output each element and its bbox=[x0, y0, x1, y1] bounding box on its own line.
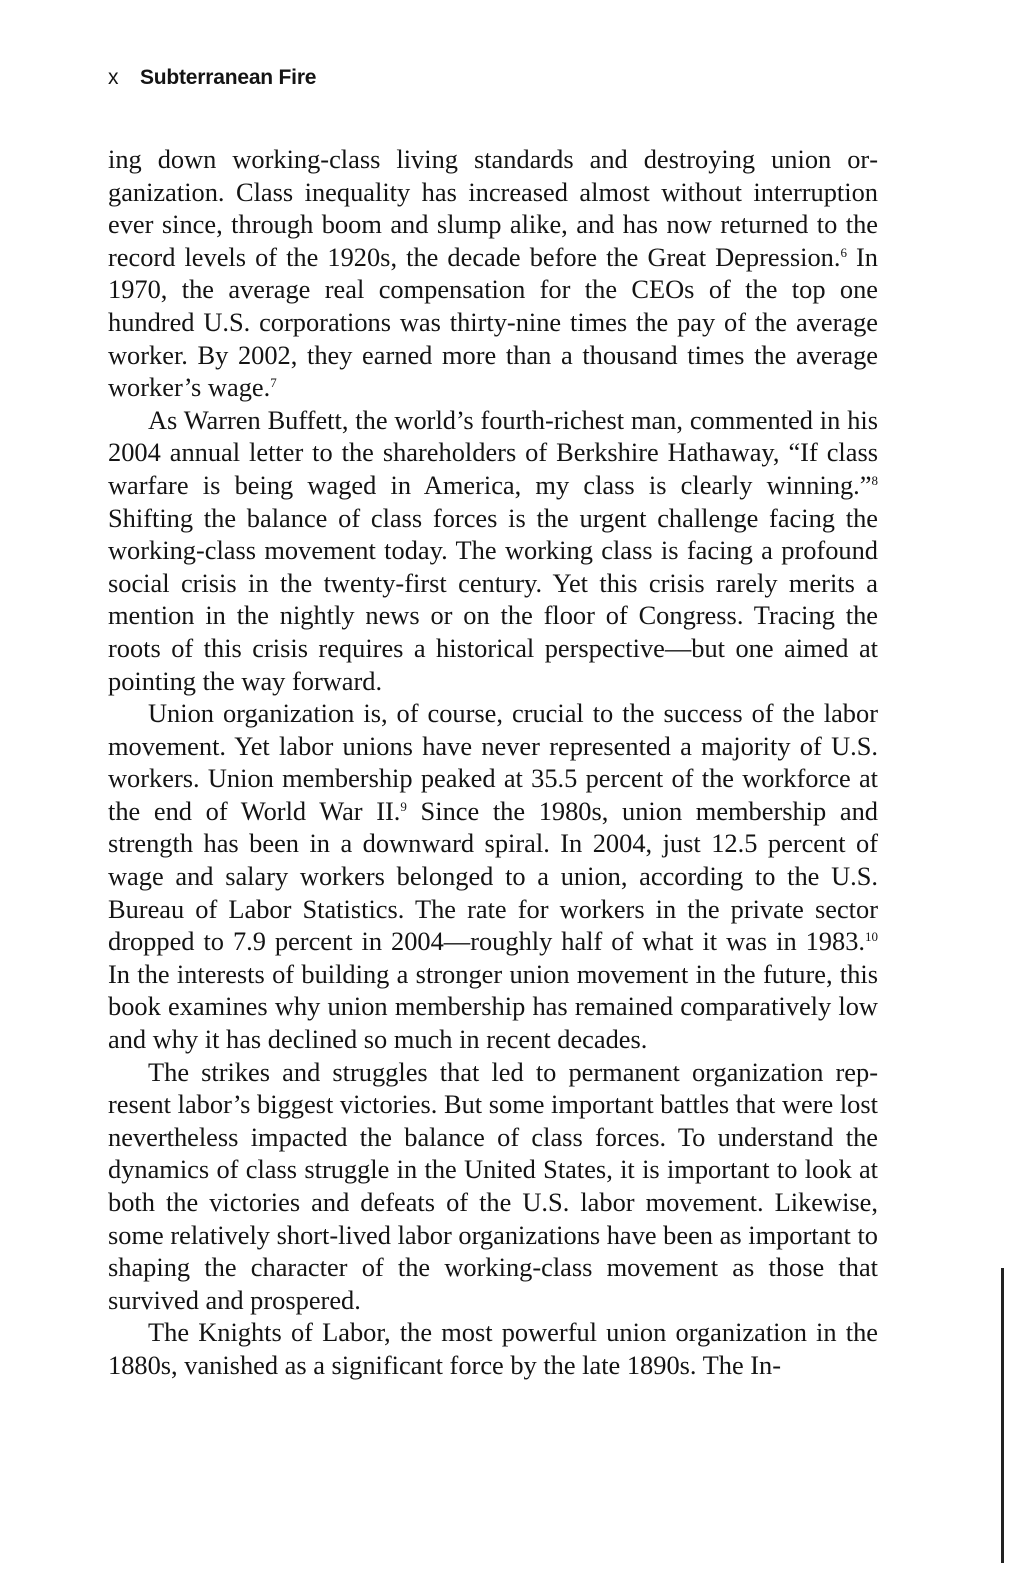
page-number: x bbox=[108, 66, 119, 89]
footnote-ref: 8 bbox=[871, 472, 878, 488]
text-run: The Knights of Labor, the most powerful union organization in the 1880s, vanished as a significant force by the late 1890s. The In- bbox=[108, 1317, 878, 1380]
text-run: As Warren Buffett, the world’s fourth-richest man, commented in his 2004 annual letter to the shareholders of Berkshire Hathaway, “If class warfare is being waged in America, my class is clearly winning.” bbox=[108, 404, 878, 500]
footnote-ref: 7 bbox=[270, 375, 277, 391]
text-run: In the interests of building a stronger union movement in the future, this book examines why union membership has remained comparatively low and why it has declined so much in recent decades. bbox=[108, 958, 878, 1055]
text-run: Since the 1980s, union membership and strength has been in a downward spiral. In 2004, just 12.5 percent of wage and salary workers belonged to a union, according to the U.S. Bureau of Labor Statistics. The rate for workers in the private sector dropped to 7.9 percent in 2004—roughly half of what it was in 1983. bbox=[108, 795, 878, 957]
running-head bbox=[108, 66, 316, 90]
text-run: Union organization is, of course, crucial to the success of the labor movement. Yet labor unions have never represented a majority of U.S. workers. Union membership peaked at 35.5 percent of the workforce at the end of World War II. bbox=[108, 698, 878, 826]
paragraph-5 bbox=[108, 1316, 878, 1381]
text-run: In 1970, the average real compensation for the CEOs of the top one hundred U.S. corporations was thirty-nine times the pay of the average worker. By 2002, they earned more than a thousand times the average worker’s wage. bbox=[108, 241, 878, 403]
footnote-ref: 10 bbox=[865, 929, 878, 945]
footnote-ref: 6 bbox=[840, 244, 847, 260]
footnote-ref: 9 bbox=[400, 798, 407, 814]
book-title: Subterranean Fire bbox=[139, 66, 317, 89]
scan-edge-line bbox=[1001, 1268, 1004, 1563]
text-run: ing down working-class living standards and destroying union organization. Class inequality has increased almost without interruption ever since, through boom and slump alike, and has now returned to the record levels of the 1920s, the decade before the Great Depression. bbox=[108, 144, 878, 272]
paragraph-4 bbox=[108, 1056, 878, 1317]
text-run: The strikes and struggles that led to permanent organization represent labor’s biggest victories. But some important battles that were lost nevertheless impacted the balance of class forces. To understand the dynamics of class struggle in the United States, it is important to look at both the victories and defeats of the U.S. labor movement. Likewise, some relatively short-lived labor organizations have been as important to shaping the character of the working-class movement as those that survived and prospered. bbox=[108, 1056, 878, 1315]
paragraph-1 bbox=[108, 143, 878, 404]
paragraph-3 bbox=[108, 697, 878, 1056]
text-run: Shifting the balance of class forces is the urgent challenge facing the working-class movement today. The working class is facing a profound social crisis in the twenty-first century. Yet this crisis rarely merits a mention in the nightly news or on the floor of Congress. Tracing the roots of this crisis requires a historical perspective—but one aimed at pointing the way forward. bbox=[108, 502, 878, 696]
paragraph-2 bbox=[108, 404, 878, 697]
body-text bbox=[108, 143, 878, 1382]
